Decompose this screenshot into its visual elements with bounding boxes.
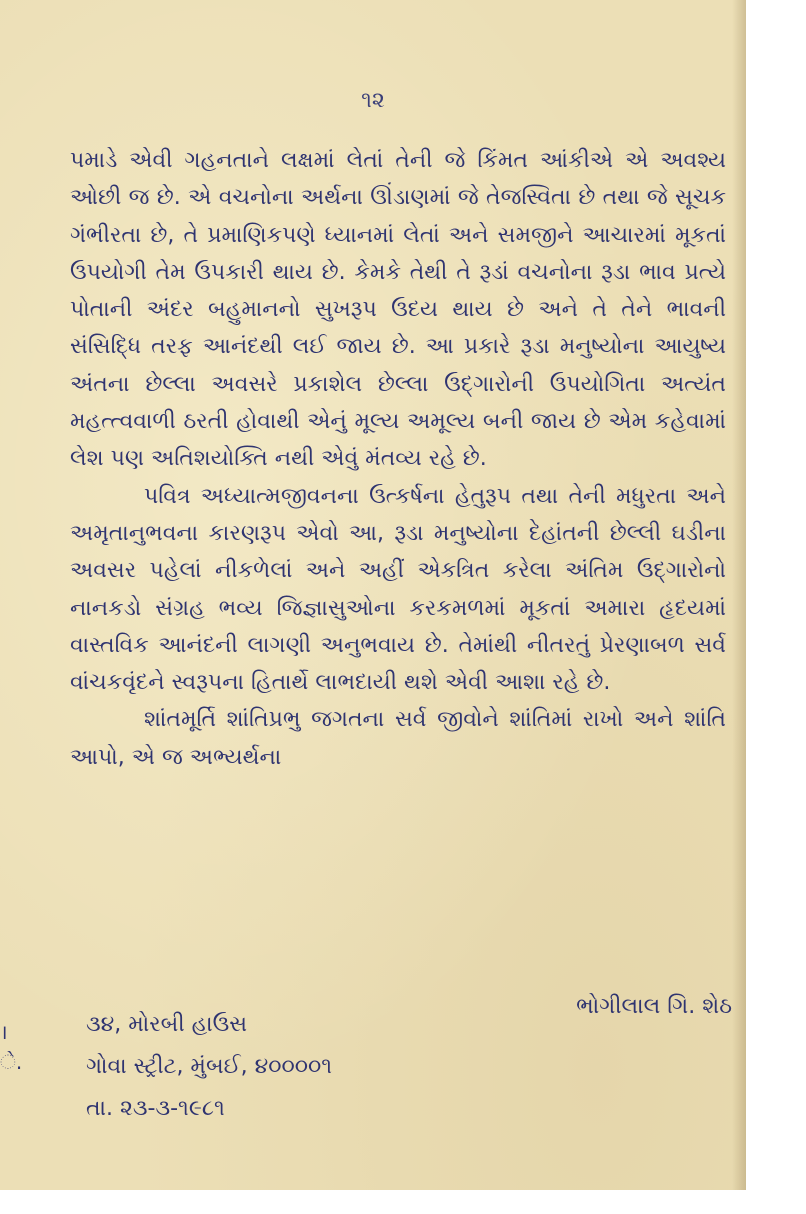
page-number: ૧૨ xyxy=(361,88,385,113)
body-text xyxy=(70,142,726,776)
paragraph-3: શાંતમૂર્તિ શાંતિપ્રભુ જગતના સર્વ જીવોને શાંતિમાં રાખો અને શાંતિ આપો, એ જ અભ્યર્થના xyxy=(70,707,726,770)
signature-block xyxy=(86,994,746,1130)
address-line-1: ૩૪, મોરબી હાઉસ xyxy=(86,1012,248,1037)
paragraph-2: પવિત્ર અધ્યાત્મજીવનના ઉત્કર્ષના હેતુરૂપ તથા તેની મધુરતા અને અમૃતાનુભવના કારણરૂપ એવો આ, રૂડા મનુષ્યોના દેહાંતની છેલ્લી ઘડીના અવસર પહેલાં નીકળેલાં અને અહીં એકત્રિત કરેલા અંતિમ ઉદ્ગારોનો નાનકડો સંગ્રહ ભવ્ય જિજ્ઞાસુઓના કરકમળમાં મૂકતાં અમારા હૃદયમાં વાસ્તવિક આનંદની લાગણી અનુભવાય છે. તેમાંથી નીતરતું પ્રેરણાબળ સર્વ વાંચકવૃંદને સ્વરૂપના હિતાર્થે લાભદાયી થશે એવી આશા રહે છે. xyxy=(70,483,726,696)
margin-mark-2: ે. xyxy=(0,1050,23,1074)
margin-mark-1: । xyxy=(0,1020,8,1044)
date-line: તા. ૨૩-૩-૧૯૮૧ xyxy=(86,1096,225,1121)
paragraph-1: પમાડે એવી ગહનતાને લક્ષમાં લેતાં તેની જે કિંમત આંકીએ એ અવશ્ય ઓછી જ છે. એ વચનોના અર્થના ઊંડાણમાં જે તેજસ્વિતા છે તથા જે સૂચક ગંભીરતા છે, તે પ્રમાણિકપણે ધ્યાનમાં લેતાં અને સમજીને આચારમાં મૂકતાં ઉપયોગી તેમ ઉપકારી થાય છે. કેમકે તેથી તે રૂડાં વચનોના રૂડા ભાવ પ્રત્યે પોતાની અંદર બહુમાનનો સુખરૂપ ઉદય થાય છે અને તે તેને ભાવની સંસિદ્ધિ તરફ આનંદથી લઈ જાય છે. આ પ્રકારે રૂડા મનુષ્યોના આયુષ્ય અંતના છેલ્લા અવસરે પ્રકાશેલ છેલ્લા ઉદ્ગારોની ઉપયોગિતા અત્યંત મહત્ત્વવાળી ઠરતી હોવાથી એનું મૂલ્ય અમૂલ્ય બની જાય છે એમ કહેવામાં લેશ પણ અતિશયોક્તિ નથી એવું મંતવ્ય રહે છે. xyxy=(70,148,726,472)
address-line-2: ગોવા સ્ટ્રીટ, મુંબઈ, ૪૦૦૦૦૧ xyxy=(86,1054,332,1079)
signatory-name: ભોગીલાલ ગિ. શેઠ xyxy=(576,994,732,1019)
